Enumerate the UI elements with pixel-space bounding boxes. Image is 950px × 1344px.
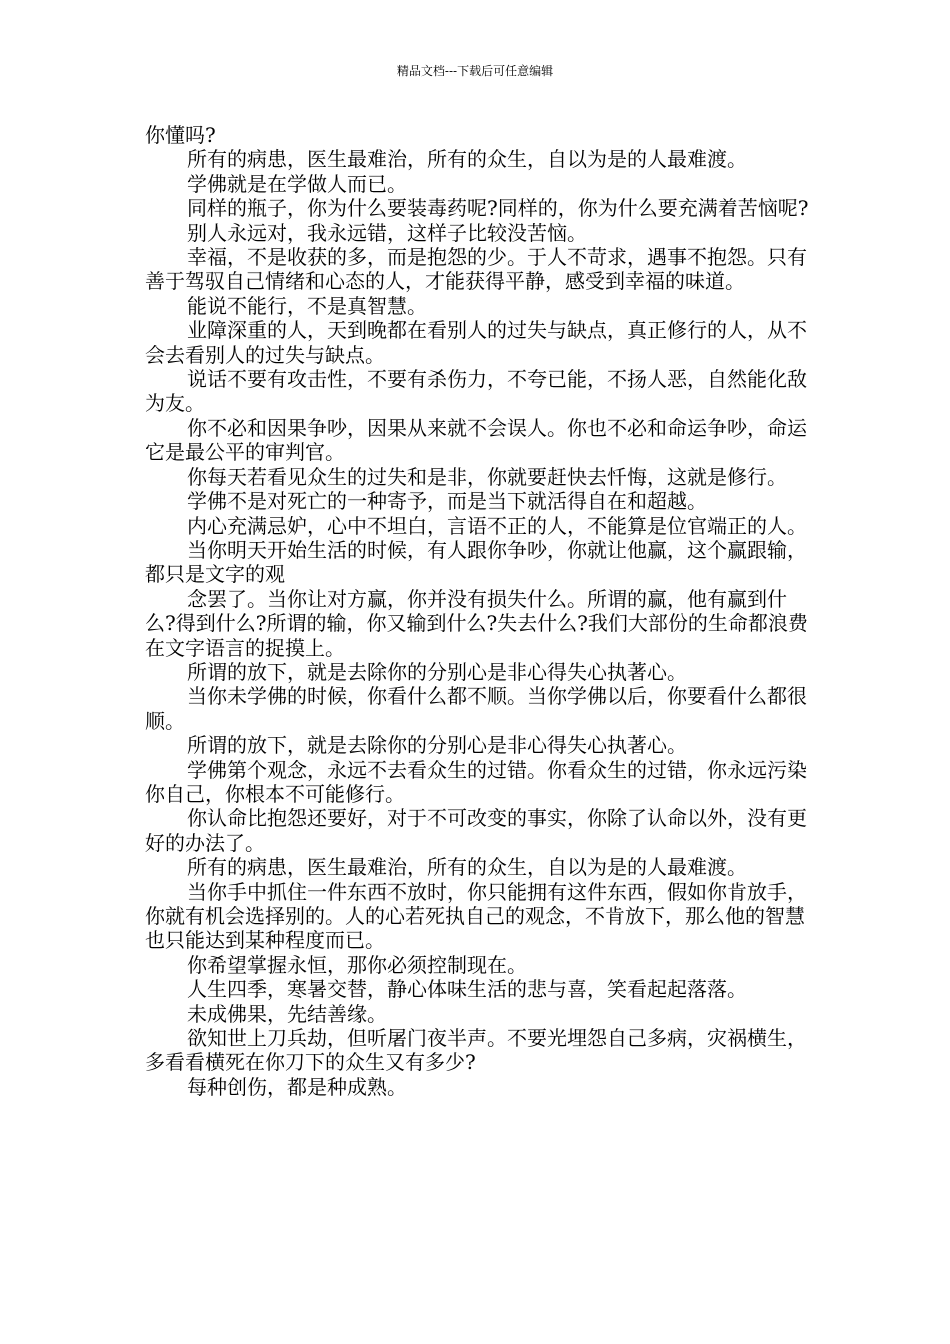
paragraph: 所有的病患，医生最难治，所有的众生，自以为是的人最难渡。 [187, 855, 747, 880]
paragraph: 学佛就是在学做人而已。 [187, 171, 407, 196]
paragraph: 所谓的放下，就是去除你的分别心是非心得失心执著心。 [187, 733, 687, 758]
page-header: 精品文档---下载后可任意编辑 [396, 64, 554, 78]
paragraph: 念罢了。当你让对方赢，你并没有损失什么。所谓的赢，他有赢到什么?得到什么?所谓的输，你又输到什么?失去什么?我们大部份的生命都浪费在文字语言的捉摸上。 [145, 586, 808, 660]
paragraph: 你认命比抱怨还要好，对于不可改变的事实，你除了认命以外，没有更好的办法了。 [145, 806, 807, 855]
paragraph: 当你手中抓住一件东西不放时，你只能拥有这件东西，假如你肯放手，你就有机会选择别的。人的心若死执自己的观念，不肯放下，那么他的智慧也只能达到某种程度而已。 [145, 879, 807, 953]
paragraph: 所谓的放下，就是去除你的分别心是非心得失心执著心。 [187, 659, 687, 684]
paragraph: 能说不能行，不是真智慧。 [187, 293, 427, 318]
paragraph: 你不必和因果争吵，因果从来就不会误人。你也不必和命运争吵，命运它是最公平的审判官。 [145, 415, 807, 465]
paragraph: 学佛不是对死亡的一种寄予，而是当下就活得自在和超越。 [187, 489, 707, 514]
paragraph: 所有的病患，医生最难治，所有的众生，自以为是的人最难渡。 [187, 147, 747, 172]
paragraph: 业障深重的人，天到晚都在看别人的过失与缺点，真正修行的人，从不会去看别人的过失与缺点。 [145, 318, 807, 367]
paragraph: 每种创伤，都是种成熟。 [187, 1074, 407, 1099]
paragraph: 当你未学佛的时候，你看什么都不顺。当你学佛以后，你要看什么都很顺。 [145, 684, 807, 733]
paragraph: 同样的瓶子，你为什么要装毒药呢?同样的，你为什么要充满着苦恼呢? [187, 196, 809, 221]
paragraph: 你希望掌握永恒，那你必须控制现在。 [187, 952, 527, 977]
paragraph: 学佛第个观念，永远不去看众生的过错。你看众生的过错，你永远污染你自己，你根本不可能修行。 [145, 757, 807, 806]
paragraph: 说话不要有攻击性，不要有杀伤力，不夸已能，不扬人恶，自然能化敌为友。 [145, 367, 807, 416]
paragraph: 内心充满忌妒，心中不坦白，言语不正的人，不能算是位官端正的人。 [187, 513, 807, 538]
paragraph: 别人永远对，我永远错，这样子比较没苦恼。 [187, 220, 587, 245]
paragraph: 未成佛果，先结善缘。 [187, 1001, 387, 1026]
paragraph: 你懂吗? [145, 123, 216, 147]
paragraph: 欲知世上刀兵劫，但听屠门夜半声。不要光埋怨自己多病，灾祸横生，多看看横死在你刀下的众生又有多少? [145, 1026, 807, 1075]
paragraph: 幸福，不是收获的多，而是抱怨的少。于人不苛求，遇事不抱怨。只有善于驾驭自己情绪和心态的人，才能获得平静，感受到幸福的味道。 [145, 245, 807, 294]
paragraph: 你每天若看见众生的过失和是非，你就要赶快去忏悔，这就是修行。 [187, 464, 787, 489]
document-body [145, 123, 815, 1099]
paragraph: 人生四季，寒暑交替，静心体味生活的悲与喜，笑看起起落落。 [187, 977, 747, 1002]
paragraph: 当你明天开始生活的时候，有人跟你争吵，你就让他赢，这个赢跟输，都只是文字的观 [145, 537, 807, 587]
